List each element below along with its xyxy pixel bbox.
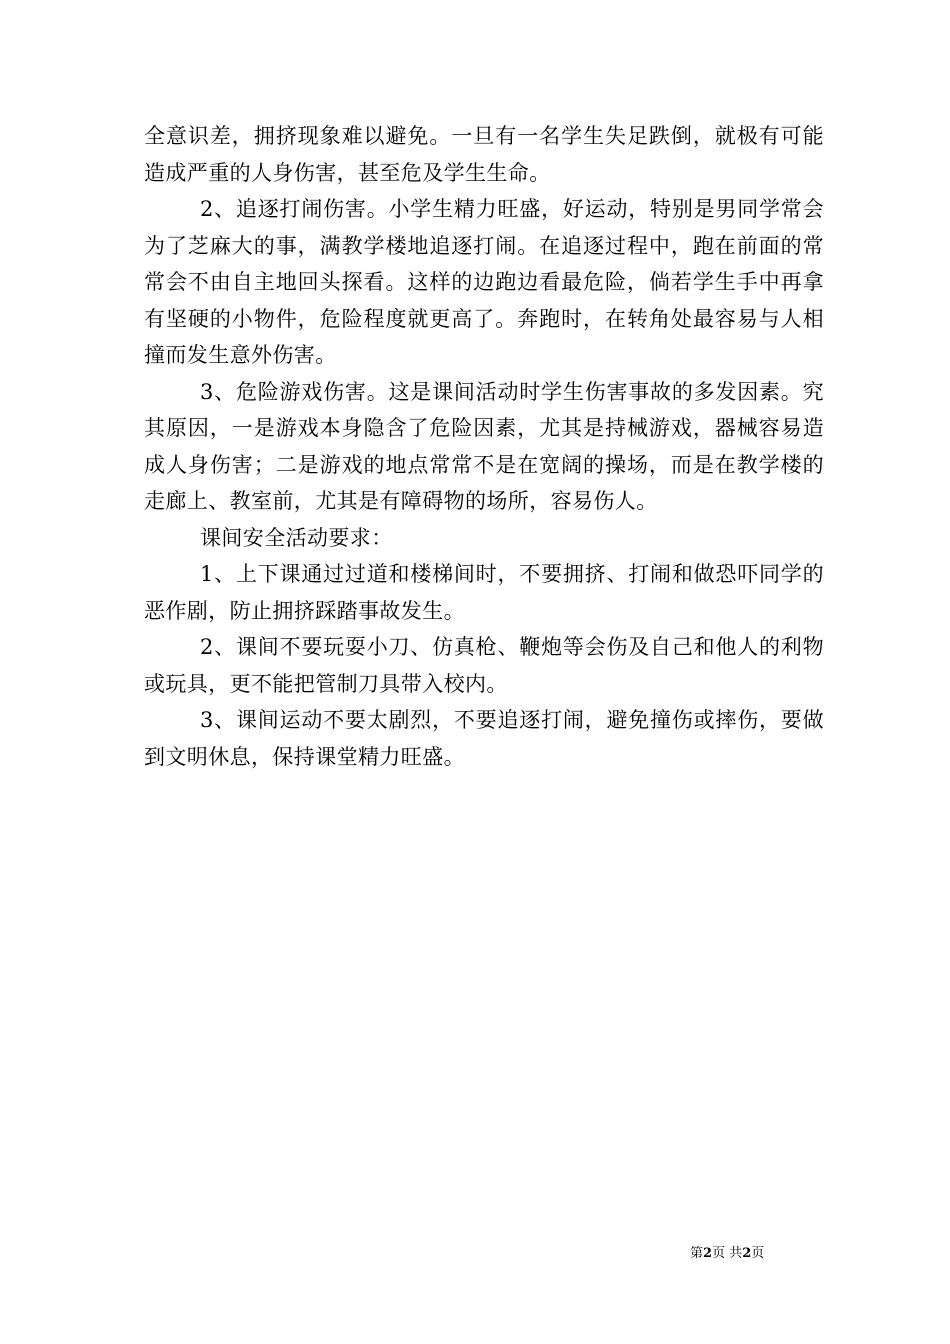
paragraph-4: 1、上下课通过过道和楼梯间时，不要拥挤、打闹和做恐吓同学的恶作剧，防止拥挤踩踏事故发生。 — [144, 562, 824, 623]
section-heading: 课间安全活动要求： — [200, 525, 393, 550]
footer-middle: 页 共 — [712, 1246, 743, 1261]
page-number-footer — [690, 1246, 870, 1262]
paragraph-3: 3、危险游戏伤害。这是课间活动时学生伤害事故的多发因素。究其原因，一是游戏本身隐含了危险因素，尤其是持械游戏，器械容易造成人身伤害；二是游戏的地点常常不是在宽阔的操场，而是在教学楼的走廊上、教室前，尤其是有障碍物的场所，容易伤人。 — [144, 379, 824, 513]
paragraph-2: 2、追逐打闹伤害。小学生精力旺盛，好运动，特别是男同学常会为了芝麻大的事，满教学楼地追逐打闹。在追逐过程中，跑在前面的常常会不由自主地回头探看。这样的边跑边看最危险，倘若学生手中再拿有坚硬的小物件，危险程度就更高了。奔跑时，在转角处最容易与人相撞而发生意外伤害。 — [144, 197, 824, 367]
footer-suffix: 页 — [751, 1246, 765, 1261]
paragraph-1: 全意识差，拥挤现象难以避免。一旦有一名学生失足跌倒，就极有可能造成严重的人身伤害，甚至危及学生生命。 — [144, 124, 824, 185]
footer-total-pages: 2 — [742, 1246, 752, 1261]
document-body — [144, 118, 824, 775]
paragraph-6: 3、课间运动不要太剧烈，不要追逐打闹，避免撞伤或摔伤，要做到文明休息，保持课堂精力旺盛。 — [144, 708, 824, 769]
footer-prefix: 第 — [690, 1246, 704, 1261]
footer-current-page: 2 — [703, 1246, 713, 1261]
paragraph-5: 2、课间不要玩耍小刀、仿真枪、鞭炮等会伤及自己和他人的利物或玩具，更不能把管制刀具带入校内。 — [144, 635, 824, 696]
